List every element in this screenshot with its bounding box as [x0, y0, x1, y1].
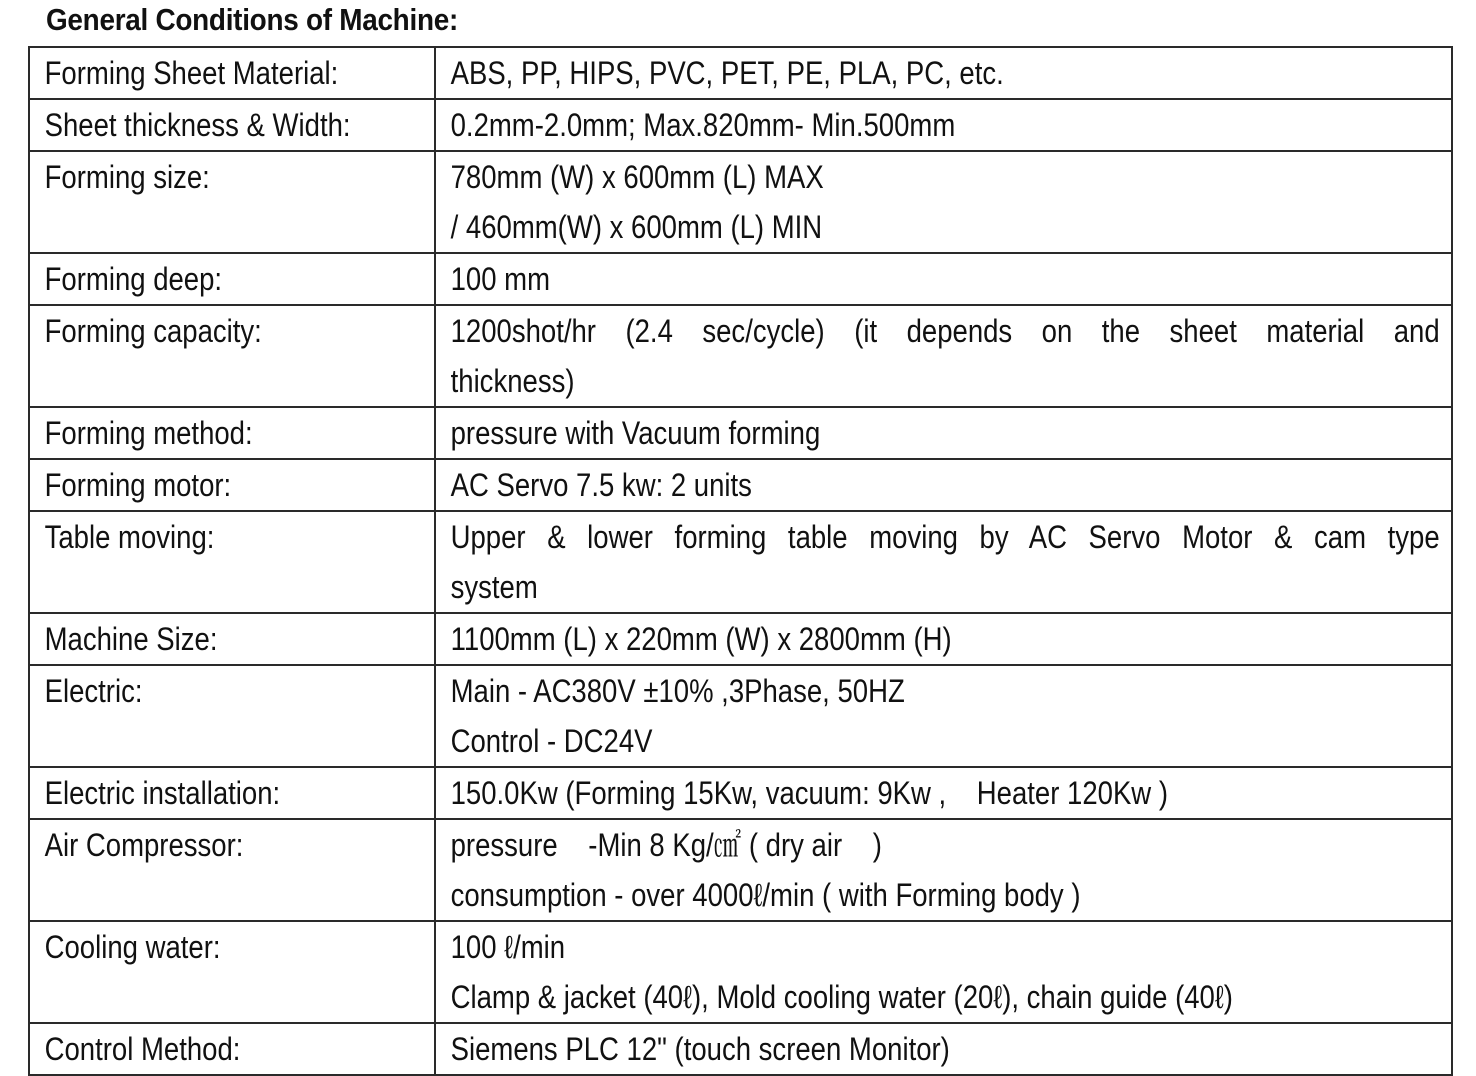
spec-value: 1200shot/hr (2.4 sec/cycle) (it depends on the sheet material and thickness) — [435, 305, 1452, 407]
spec-row-forming-motor — [29, 459, 1452, 511]
spec-row-forming-method — [29, 407, 1452, 459]
spec-row-machine-size — [29, 613, 1452, 665]
spec-value: pressure -Min 8 Kg/㎠ ( dry air ) consumption - over 4000ℓ/min ( with Forming body ) — [435, 819, 1452, 921]
spec-label: Forming Sheet Material: — [29, 47, 435, 99]
spec-label: Forming motor: — [29, 459, 435, 511]
spec-row-cooling-water — [29, 921, 1452, 1023]
spec-label: Forming deep: — [29, 253, 435, 305]
spec-label: Forming size: — [29, 151, 435, 253]
spec-value: pressure with Vacuum forming — [435, 407, 1452, 459]
spec-row-electric-installation — [29, 767, 1452, 819]
spec-value: 1100mm (L) x 220mm (W) x 2800mm (H) — [435, 613, 1452, 665]
spec-label: Electric installation: — [29, 767, 435, 819]
spec-label: Forming capacity: — [29, 305, 435, 407]
spec-label: Table moving: — [29, 511, 435, 613]
spec-row-forming-deep — [29, 253, 1452, 305]
spec-value: Siemens PLC 12" (touch screen Monitor) — [435, 1023, 1452, 1075]
spec-row-forming-capacity — [29, 305, 1452, 407]
machine-spec-table — [28, 46, 1453, 1076]
document-title: General Conditions of Machine: — [46, 2, 458, 37]
spec-label: Sheet thickness & Width: — [29, 99, 435, 151]
spec-label: Electric: — [29, 665, 435, 767]
spec-value: 0.2mm-2.0mm; Max.820mm- Min.500mm — [435, 99, 1452, 151]
spec-value: ABS, PP, HIPS, PVC, PET, PE, PLA, PC, etc. — [435, 47, 1452, 99]
spec-label: Machine Size: — [29, 613, 435, 665]
spec-row-forming-sheet-material — [29, 47, 1452, 99]
spec-row-control-method — [29, 1023, 1452, 1075]
spec-value: Upper & lower forming table moving by AC Servo Motor & cam type system — [435, 511, 1452, 613]
spec-row-table-moving — [29, 511, 1452, 613]
spec-row-forming-size — [29, 151, 1452, 253]
spec-value: 100 ℓ/min Clamp & jacket (40ℓ), Mold cooling water (20ℓ), chain guide (40ℓ) — [435, 921, 1452, 1023]
spec-label: Cooling water: — [29, 921, 435, 1023]
spec-label: Control Method: — [29, 1023, 435, 1075]
spec-value: AC Servo 7.5 kw: 2 units — [435, 459, 1452, 511]
spec-value: Main - AC380V ±10% ,3Phase, 50HZ Control - DC24V — [435, 665, 1452, 767]
spec-row-sheet-thickness-width — [29, 99, 1452, 151]
spec-row-electric — [29, 665, 1452, 767]
spec-value: 780mm (W) x 600mm (L) MAX / 460mm(W) x 600mm (L) MIN — [435, 151, 1452, 253]
spec-label: Forming method: — [29, 407, 435, 459]
spec-row-air-compressor — [29, 819, 1452, 921]
spec-label: Air Compressor: — [29, 819, 435, 921]
spec-value: 100 mm — [435, 253, 1452, 305]
spec-value: 150.0Kw (Forming 15Kw, vacuum: 9Kw , Heater 120Kw ) — [435, 767, 1452, 819]
